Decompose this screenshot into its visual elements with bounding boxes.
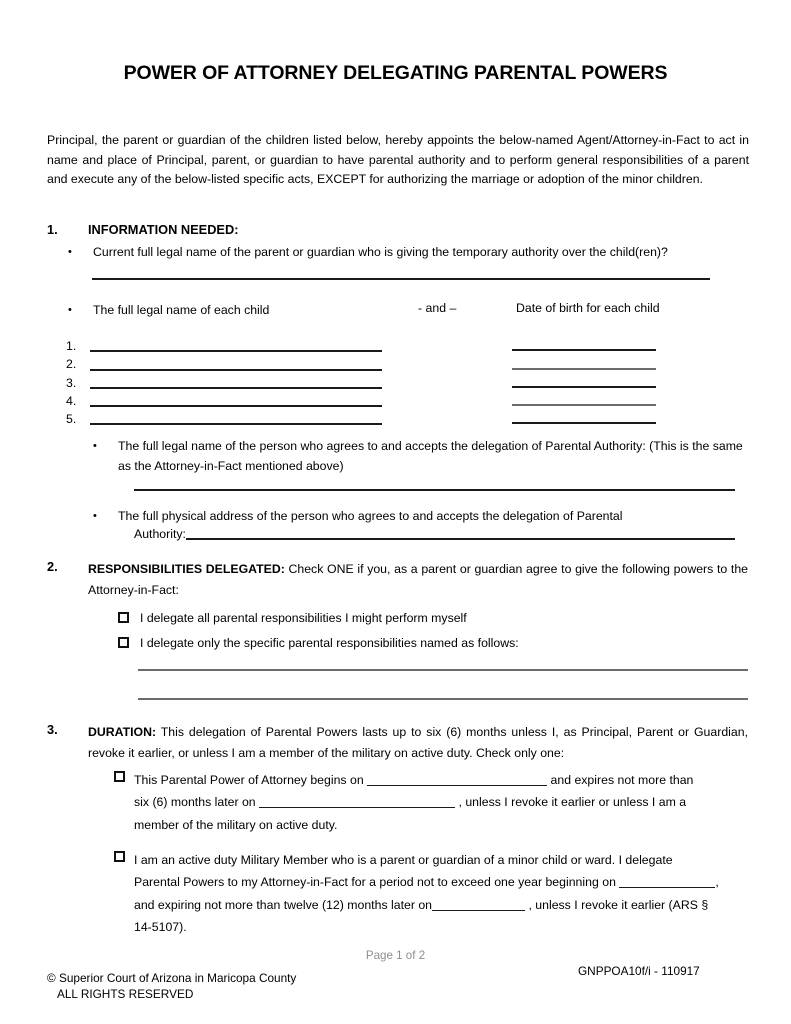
duration-option-2-part-6: 14-5107).	[134, 920, 187, 935]
page-title: POWER OF ATTORNEY DELEGATING PARENTAL POWERS	[123, 62, 668, 84]
child-name-blank-2[interactable]	[90, 369, 382, 371]
child-name-blank-1[interactable]	[90, 350, 382, 352]
duration-option-2-part-5: , unless I revoke it earlier (ARS §	[528, 897, 709, 912]
section-1-bullet-1-text: Current full legal name of the parent or guardian who is giving the temporary authority over the child(ren)?	[93, 245, 668, 259]
child-name-blank-4[interactable]	[90, 405, 382, 407]
section-2-number: 2.	[47, 559, 58, 574]
agent-name-blank[interactable]	[134, 489, 735, 491]
copyright-notice	[47, 971, 296, 1002]
military-begin-date-blank[interactable]	[619, 887, 715, 888]
child-dob-blank-4[interactable]	[512, 404, 656, 406]
copyright-line: © Superior Court of Arizona in Maricopa County	[47, 971, 297, 985]
duration-option-2	[134, 849, 748, 939]
child-name-blank-3[interactable]	[90, 387, 382, 389]
child-dob-blank-3[interactable]	[512, 386, 656, 388]
duration-option-2-line-3	[134, 898, 708, 912]
duration-option-1-part-4: , unless I revoke it earlier or unless I am a	[458, 795, 687, 810]
section-1-bullet-1	[68, 243, 728, 263]
checkbox-delegate-all-label: I delegate all parental responsibilities I might perform myself	[140, 611, 467, 625]
section-3-heading: DURATION:	[88, 725, 157, 739]
child-name-column-header: The full legal name of each child	[93, 303, 270, 317]
child-row-number: 2.	[66, 357, 77, 371]
checkbox-duration-military[interactable]	[114, 851, 125, 862]
duration-expire-date-blank[interactable]	[259, 807, 455, 808]
child-row-number: 4.	[66, 394, 77, 408]
section-3-intro: This delegation of Parental Powers lasts up to six (6) months unless I, as Principal, Parent or Guardian, revoke it earlier, or unless I am a member of the military on active duty. Check only one:	[88, 725, 748, 760]
agent-address-label: Authority:	[134, 527, 186, 541]
child-name-blank-5[interactable]	[90, 423, 382, 425]
duration-option-1-part-3: six (6) months later on	[134, 795, 256, 810]
parent-name-blank[interactable]	[92, 278, 710, 280]
child-dob-column-header: Date of birth for each child	[516, 301, 660, 315]
duration-begin-date-blank[interactable]	[367, 785, 547, 786]
checkbox-delegate-specific[interactable]	[118, 637, 129, 648]
checkbox-delegate-specific-label: I delegate only the specific parental responsibilities named as follows:	[140, 636, 519, 650]
child-table-separator: - and –	[418, 301, 457, 315]
section-1-number: 1.	[47, 222, 58, 237]
bullet-dot-icon: •	[68, 304, 72, 316]
section-1-bullet-3	[93, 507, 748, 527]
military-expire-date-blank[interactable]	[432, 910, 525, 911]
child-dob-blank-1[interactable]	[512, 349, 656, 351]
section-1-bullet-2	[93, 437, 748, 476]
specific-responsibilities-blank-2[interactable]	[138, 698, 748, 700]
child-dob-blank-2[interactable]	[512, 368, 656, 370]
duration-option-1-part-5: member of the military on active duty.	[134, 817, 338, 832]
form-code: GNPPOA10f/i - 110917	[578, 964, 700, 978]
duration-option-2-line-2	[134, 875, 719, 889]
section-2-heading-block	[88, 559, 748, 601]
section-2-intro: Check ONE if you, as a parent or guardian agree to give the following powers to the Attorney-in-Fact:	[88, 562, 748, 597]
duration-option-2-part-3: ,	[715, 875, 719, 890]
specific-responsibilities-blank-1[interactable]	[138, 669, 748, 671]
section-3-heading-block	[88, 722, 748, 764]
agent-address-blank[interactable]	[186, 538, 735, 540]
duration-option-1-part-2: and expires not more than	[550, 773, 694, 787]
bullet-dot-icon: •	[93, 510, 97, 522]
duration-option-1-part-1: This Parental Power of Attorney begins on	[134, 773, 364, 787]
child-dob-blank-5[interactable]	[512, 422, 656, 424]
child-row-number: 3.	[66, 376, 77, 390]
section-1-bullet-2-text: The full legal name of the person who agrees to and accepts the delegation of Parental Authority: (This is the same as the Attorney-in-Fact mentioned above)	[118, 439, 743, 473]
duration-option-2-part-4: and expiring not more than twelve (12) months later on	[134, 897, 433, 912]
section-1-heading: INFORMATION NEEDED:	[88, 222, 239, 237]
checkbox-duration-six-months[interactable]	[114, 771, 125, 782]
duration-option-2-part-1: I am an active duty Military Member who is a parent or guardian of a minor child or ward. I delegate	[134, 853, 673, 867]
bullet-dot-icon: •	[93, 440, 97, 452]
duration-option-2-part-2: Parental Powers to my Attorney-in-Fact for a period not to exceed one year beginning on	[134, 875, 616, 890]
section-1-bullet-3-text: The full physical address of the person who agrees to and accepts the delegation of Parental	[118, 509, 623, 523]
section-3-number: 3.	[47, 722, 58, 737]
duration-option-1	[134, 769, 748, 836]
duration-option-1-line-2	[134, 795, 686, 809]
rights-reserved-line: ALL RIGHTS RESERVED	[57, 986, 194, 1001]
duration-option-1-line-1	[134, 773, 693, 787]
child-row-number: 5.	[66, 412, 77, 426]
section-2-heading: RESPONSIBILITIES DELEGATED:	[88, 562, 285, 576]
page-number: Page 1 of 2	[365, 949, 426, 962]
bullet-dot-icon: •	[68, 246, 72, 258]
intro-paragraph: Principal, the parent or guardian of the children listed below, hereby appoints the below-named Agent/Attorney-in-Fact to act in name and place of Principal, parent, or guardian to have parental authority and to perform general responsibilities of a parent and execute any of the below-listed specific acts, EXCEPT for authorizing the marriage or adoption of the minor children.	[47, 133, 749, 187]
child-row-number: 1.	[66, 339, 77, 353]
checkbox-delegate-all[interactable]	[118, 612, 129, 623]
